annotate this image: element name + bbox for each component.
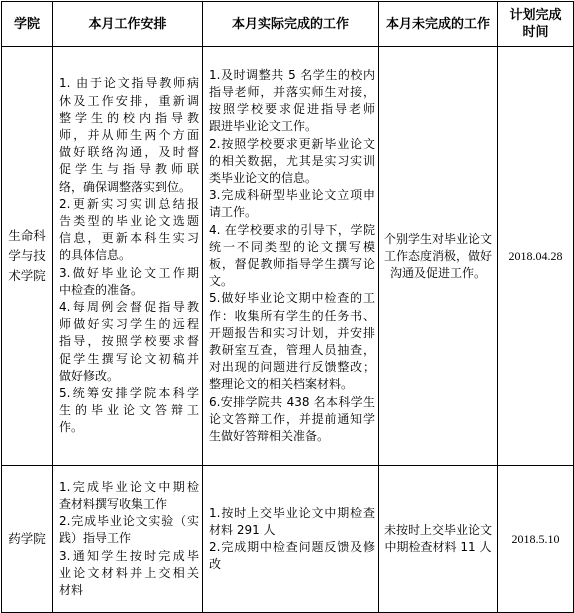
done-line: 3.完成科研型毕业论文立项申 — [209, 188, 375, 203]
plan-line: 做好修改。 — [59, 368, 120, 383]
done-line: 6.安排学院共 438 名本科学生 — [209, 394, 375, 409]
done-line: 论文答辩工作，并提前通知学 — [209, 411, 375, 426]
plan-line: 告类型的毕业论文选题 — [59, 213, 199, 228]
plan-line: 促学生撰写论文初稿并 — [59, 351, 199, 366]
plan-line: 材料 — [59, 583, 84, 597]
plan-line: 生的毕业论文答辩工 — [59, 403, 199, 418]
plan-line: 休及工作安排，重新调 — [59, 93, 199, 108]
monthly-work-table — [1, 1, 574, 613]
plan-cell — [53, 466, 203, 613]
plan-line: 中检查的准备。 — [59, 282, 144, 297]
done-line: 指导老师，并落实师生对接， — [209, 84, 375, 99]
done-line: 5.做好毕业论文期中检查的工 — [209, 291, 375, 306]
deadline-cell: 2018.5.10 — [498, 466, 574, 613]
done-line: 整理论文的相关档案材料。 — [209, 377, 354, 392]
header-plan: 本月工作安排 — [53, 2, 203, 47]
plan-line: 查材料撰写收集工作 — [59, 496, 168, 511]
done-line: 类毕业论文的信息。 — [209, 170, 318, 185]
header-deadline-line2: 时间 — [522, 25, 549, 40]
table-row — [2, 47, 574, 466]
plan-line: 信息，更新本科生实习 — [59, 231, 199, 246]
done-line: 2.完成期中检查问题反馈及修 — [209, 540, 375, 554]
college-cell — [2, 47, 53, 466]
header-deadline-line1: 计划完成 — [509, 8, 562, 23]
done-line: 开题报告和实习计划，并安排 — [209, 325, 375, 340]
header-undone: 本月未完成的工作 — [379, 2, 498, 47]
done-line: 文。 — [209, 274, 234, 289]
done-line: 板，督促教师指导学生撰写论 — [209, 257, 375, 271]
done-line: 材料 291 人 — [209, 522, 276, 537]
plan-line: 2.更新实习实训总结报 — [59, 196, 199, 211]
college-line: 术学院 — [8, 268, 46, 283]
done-cell — [203, 47, 379, 466]
done-line: 改 — [209, 557, 222, 572]
plan-line: 做好联络沟通，及时督 — [59, 145, 199, 160]
done-line: 4. 在学校要求的引导下，学院 — [209, 222, 375, 237]
done-line: 教研室互查，管理人员抽查， — [209, 343, 375, 358]
done-cell — [203, 466, 379, 613]
done-line: 作：收集所有学生的任务书、 — [209, 308, 375, 323]
plan-cell — [53, 47, 203, 466]
done-line: 1.及时调整共 5 名学生的校内 — [209, 67, 375, 82]
plan-line: 3.通知学生按时完成毕 — [59, 548, 199, 563]
college-line: 生命科 — [8, 228, 46, 243]
plan-line: 2.完成毕业论文实验（实 — [59, 514, 199, 529]
plan-line: 3.做好毕业论文工作期 — [59, 265, 199, 280]
plan-line: 业论文材料并上交相关 — [59, 565, 199, 580]
done-line: 2.按照学校要求更新毕业论文 — [209, 136, 375, 151]
done-line: 按照学校要求促进指导老师 — [209, 102, 375, 117]
header-done: 本月实际完成的工作 — [203, 2, 379, 47]
plan-line: 指导，按照学校要求督 — [59, 334, 199, 349]
plan-line: 作。 — [59, 420, 84, 435]
done-line: 请工作。 — [209, 205, 258, 220]
plan-line: 5.统筹安排学院本科学 — [59, 386, 199, 401]
header-row — [2, 2, 574, 47]
deadline-cell: 2018.04.28 — [498, 47, 574, 466]
header-deadline — [498, 2, 574, 47]
undone-cell: 个别学生对毕业论文工作态度消极，做好沟通及促进工作。 — [379, 47, 498, 466]
plan-line: 的具体信息。 — [59, 248, 132, 263]
done-line: 跟进毕业论文工作。 — [209, 119, 318, 134]
plan-line: 师做好实习学生的远程 — [59, 317, 199, 332]
plan-line: 践）指导工作 — [59, 531, 132, 546]
plan-line: 1.完成毕业论文中期检 — [59, 479, 199, 494]
undone-cell: 未按时上交毕业论文中期检查材料 11 人 — [379, 466, 498, 613]
plan-line: 整学生的校内指导教 — [59, 110, 199, 125]
header-college: 学院 — [2, 2, 53, 47]
college-cell — [2, 466, 53, 613]
done-line: 生做好答辩相关准备。 — [209, 429, 330, 444]
table-row — [2, 466, 574, 613]
college-line: 药学院 — [8, 531, 46, 546]
plan-line: 促学生与指导教师联 — [59, 162, 199, 177]
plan-line: 师，并从师生两个方面 — [59, 127, 199, 142]
done-line: 1.按时上交毕业论文中期检查 — [209, 505, 375, 520]
college-line: 学与技 — [8, 248, 46, 263]
done-line: 对出现的问题进行反馈整改； — [209, 360, 375, 375]
plan-line: 1. 由于论文指导教师病 — [59, 76, 199, 91]
plan-line: 4.每周例会督促指导教 — [59, 300, 199, 314]
plan-line: 络，确保调整落实到位。 — [59, 179, 192, 194]
done-line: 的相关数据，尤其是实习实训 — [209, 153, 375, 168]
done-line: 统一不同类型的论文撰写模 — [209, 239, 375, 254]
